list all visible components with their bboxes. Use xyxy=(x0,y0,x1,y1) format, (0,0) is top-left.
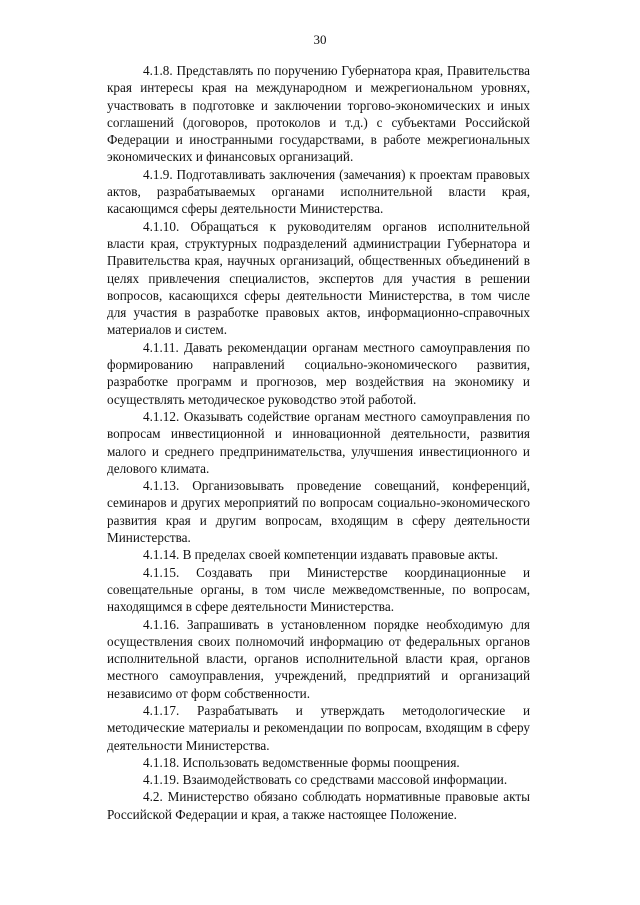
paragraph-4-1-16: 4.1.16. Запрашивать в установленном порядке необходимую для осуществления своих полномочий информацию от федеральных органов исполнительной власти, органов исполнительной власти края, органов местного самоуправления, учреждений, предприятий и организаций независимо от форм собственности. xyxy=(107,616,530,701)
paragraph-4-2: 4.2. Министерство обязано соблюдать нормативные правовые акты Российской Федерации и края, а также настоящее Положение. xyxy=(107,789,530,822)
paragraph-4-1-14: 4.1.14. В пределах своей компетенции издавать правовые акты. xyxy=(143,547,499,563)
paragraph-4-1-17: 4.1.17. Разрабатывать и утверждать методологические и методические материалы и рекомендации по вопросам, входящим в сферу деятельности Министерства. xyxy=(107,702,530,753)
paragraph-4-1-9: 4.1.9. Подготавливать заключения (замечания) к проектам правовых актов, разрабатываемых органами исполнительной власти края, касающимся сферы деятельности Министерства. xyxy=(107,166,530,217)
paragraph-4-1-8: 4.1.8. Представлять по поручению Губернатора края, Правительства края интересы края на международном и межрегиональном уровнях, участвовать в подготовке и заключении торгово-экономических и иных соглашений (договоров, протоколов и т.д.) с субъектами Российской Федерации и иностранными государствами, в работе межрегиональных экономических и финансовых организаций. xyxy=(107,63,530,165)
paragraph-4-1-18: 4.1.18. Использовать ведомственные формы поощрения. xyxy=(143,754,460,770)
paragraph-4-1-12: 4.1.12. Оказывать содействие органам местного самоуправления по вопросам инвестиционной и инновационной деятельности, развития малого и среднего предпринимательства, улучшения инвестиционного и делового климата. xyxy=(107,408,530,476)
document-body xyxy=(107,62,530,823)
paragraph-4-1-11: 4.1.11. Давать рекомендации органам местного самоуправления по формированию направлений социально-экономического развития, разработке программ и прогнозов, мер воздействия на экономику и осуществлять методическое руководство этой работой. xyxy=(107,339,530,407)
paragraph-4-1-10: 4.1.10. Обращаться к руководителям органов исполнительной власти края, структурных подразделений администрации Губернатора и Правительства края, научных организаций, общественных объединений в целях привлечения специалистов, экспертов для участия в решении вопросов, касающихся сферы деятельности Министерства, в том числе для участия в разработке правовых актов, информационно-справочных материалов и систем. xyxy=(107,218,530,338)
paragraph-4-1-15: 4.1.15. Создавать при Министерстве координационные и совещательные органы, в том числе межведомственные, по вопросам, находящимся в сфере деятельности Министерства. xyxy=(107,564,530,615)
page-number: 30 xyxy=(313,32,327,47)
paragraph-4-1-13: 4.1.13. Организовывать проведение совещаний, конференций, семинаров и других мероприятий по вопросам социально-экономического развития края и другим вопросам, входящим в сферу деятельности Министерства. xyxy=(107,478,530,546)
paragraph-4-1-19: 4.1.19. Взаимодействовать со средствами массовой информации. xyxy=(143,772,508,788)
